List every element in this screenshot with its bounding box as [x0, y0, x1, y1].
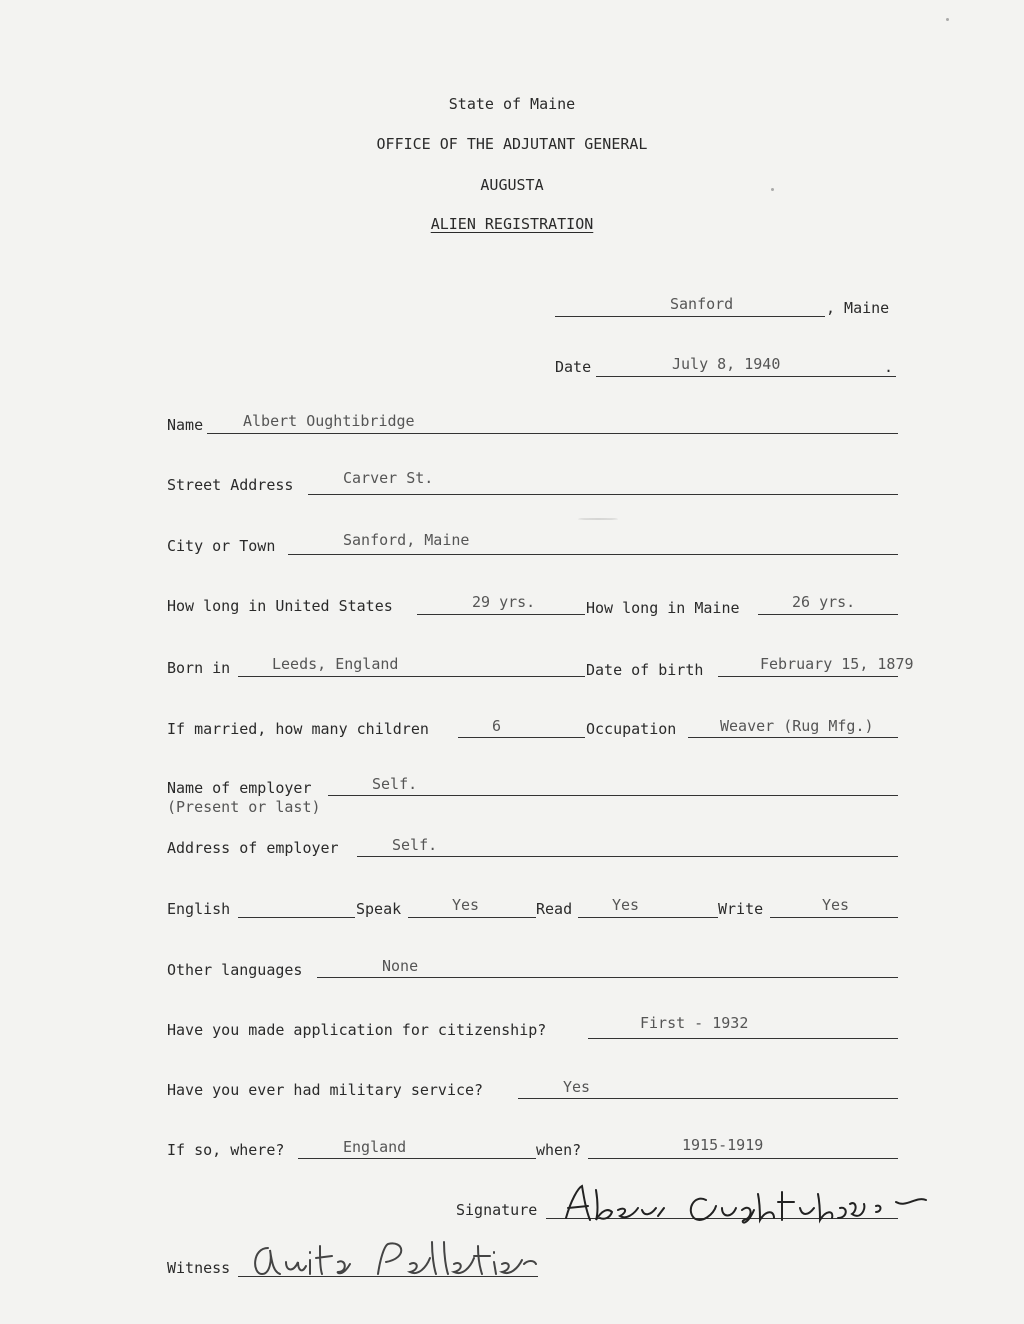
how-long-maine-line	[758, 614, 898, 615]
how-long-us-value: 29 yrs.	[472, 593, 536, 611]
office-heading: OFFICE OF THE ADJUTANT GENERAL	[376, 135, 648, 153]
born-in-value: Leeds, England	[272, 655, 399, 673]
children-value: 6	[492, 717, 502, 735]
name-label: Name	[167, 416, 204, 434]
witness-signature-image	[238, 1234, 558, 1284]
where-line	[298, 1158, 536, 1159]
when-line	[588, 1158, 898, 1159]
occupation-label: Occupation	[586, 720, 677, 738]
other-languages-line	[317, 977, 898, 978]
how-long-maine-value: 26 yrs.	[792, 593, 856, 611]
how-long-us-label: How long in United States	[167, 597, 393, 615]
city-heading: AUGUSTA	[480, 176, 544, 194]
street-line	[308, 494, 898, 495]
military-value: Yes	[563, 1078, 591, 1096]
paper-speck	[578, 518, 618, 520]
read-line	[578, 917, 718, 918]
street-value: Carver St.	[343, 469, 434, 487]
dob-label: Date of birth	[586, 661, 704, 679]
employer-address-line	[357, 856, 898, 857]
signature-label: Signature	[456, 1201, 538, 1219]
date-label: Date	[555, 358, 592, 376]
dob-value: February 15, 1879	[760, 655, 914, 673]
state-heading: State of Maine	[448, 95, 576, 113]
street-label: Street Address	[167, 476, 294, 494]
military-label: Have you ever had military service?	[167, 1081, 484, 1099]
read-label: Read	[536, 900, 573, 918]
speak-label: Speak	[356, 900, 402, 918]
citizenship-value: First - 1932	[640, 1014, 749, 1032]
write-label: Write	[718, 900, 764, 918]
signature-image	[546, 1180, 966, 1230]
children-label: If married, how many children	[167, 720, 429, 738]
speak-value: Yes	[452, 896, 480, 914]
when-label: when?	[536, 1141, 582, 1159]
speak-line	[408, 917, 536, 918]
paper-speck	[946, 18, 949, 21]
city-town-value: Sanford, Maine	[343, 531, 470, 549]
born-in-label: Born in	[167, 659, 231, 677]
employer-address-value: Self.	[392, 836, 438, 854]
how-long-us-line	[417, 614, 585, 615]
read-value: Yes	[612, 896, 640, 914]
write-value: Yes	[822, 896, 850, 914]
witness-label: Witness	[167, 1259, 231, 1277]
occupation-value: Weaver (Rug Mfg.)	[720, 717, 874, 735]
employer-address-label: Address of employer	[167, 839, 339, 857]
born-in-line	[238, 676, 585, 677]
other-languages-label: Other languages	[167, 961, 303, 979]
location-suffix: , Maine	[826, 299, 890, 317]
location-line	[555, 316, 825, 317]
location-value: Sanford	[670, 295, 734, 313]
city-town-line	[288, 554, 898, 555]
write-line	[770, 917, 898, 918]
english-line	[238, 917, 355, 918]
dob-line	[718, 676, 898, 677]
date-value: July 8, 1940	[672, 355, 781, 373]
occupation-line	[688, 737, 898, 738]
how-long-maine-label: How long in Maine	[586, 599, 740, 617]
employer-line	[328, 795, 898, 796]
date-line	[596, 376, 896, 377]
children-line	[458, 737, 585, 738]
where-label: If so, where?	[167, 1141, 285, 1159]
other-languages-value: None	[382, 957, 419, 975]
employer-sublabel: (Present or last)	[167, 798, 321, 816]
employer-label: Name of employer	[167, 779, 312, 797]
paper-speck	[771, 188, 774, 191]
form-title: ALIEN REGISTRATION	[430, 215, 594, 233]
employer-value: Self.	[372, 775, 418, 793]
when-value: 1915-1919	[682, 1136, 764, 1154]
citizenship-line	[588, 1038, 898, 1039]
citizenship-label: Have you made application for citizenship?	[167, 1021, 547, 1039]
english-label: English	[167, 900, 231, 918]
date-suffix: .	[884, 358, 894, 376]
military-line	[518, 1098, 898, 1099]
name-value: Albert Oughtibridge	[243, 412, 415, 430]
name-line	[207, 433, 898, 434]
city-town-label: City or Town	[167, 537, 276, 555]
where-value: England	[343, 1138, 407, 1156]
